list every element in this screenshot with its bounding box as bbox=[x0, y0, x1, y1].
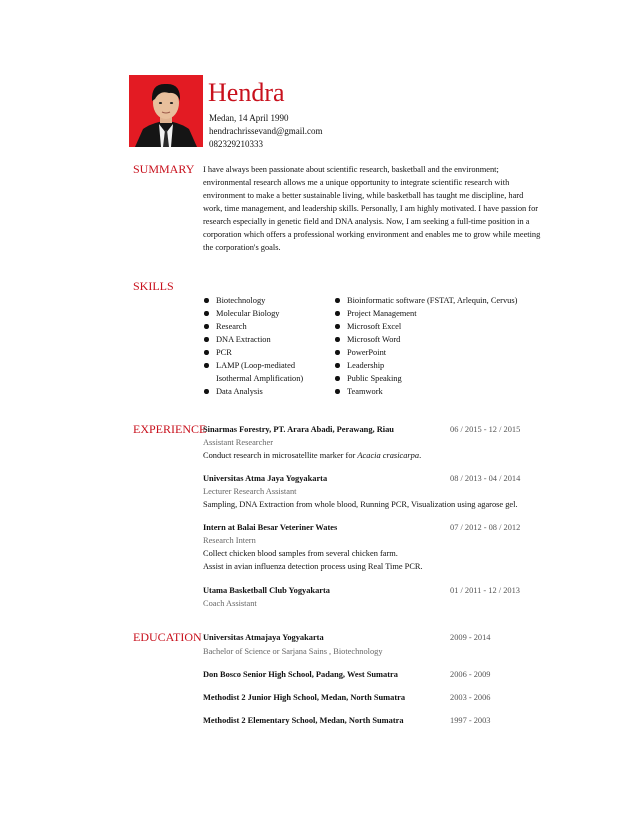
skill-item: PowerPoint bbox=[334, 346, 517, 359]
email-text: hendrachrissevand@gmail.com bbox=[209, 126, 323, 136]
bullet-icon bbox=[204, 350, 209, 355]
experience-date: 08 / 2013 - 04 / 2014 bbox=[450, 474, 521, 483]
education-degree: Bachelor of Science or Sarjana Sains , Biotechnology bbox=[203, 647, 383, 656]
experience-date: 07 / 2012 - 08 / 2012 bbox=[450, 523, 521, 532]
experience-org: Sinarmas Forestry, PT. Arara Abadi, Perawang, Riau bbox=[203, 425, 394, 434]
experience-org: Universitas Atma Jaya Yogyakarta bbox=[203, 474, 328, 483]
person-portrait-icon bbox=[129, 75, 203, 147]
education-date: 2003 - 2006 bbox=[450, 693, 491, 702]
education-date: 1997 - 2003 bbox=[450, 716, 491, 725]
skill-item: Biotechnology bbox=[203, 294, 303, 307]
summary-line: the corporation's goals. bbox=[203, 243, 281, 252]
skill-item: DNA Extraction bbox=[203, 333, 303, 346]
experience-description: Conduct research in microsatellite marker for Acacia crasicarpa. bbox=[203, 451, 422, 460]
summary-line: I have always been passionate about scientific research, basketball and the environment; bbox=[203, 165, 499, 174]
bullet-icon bbox=[204, 389, 209, 394]
experience-role: Lecturer Research Assistant bbox=[203, 487, 297, 496]
education-org: Don Bosco Senior High School, Padang, West Sumatra bbox=[203, 670, 398, 679]
experience-role: Coach Assistant bbox=[203, 599, 257, 608]
summary-line: environmental research allows me a unique opportunity to integrate scientific research with bbox=[203, 178, 510, 187]
phone-text: 082329210333 bbox=[209, 139, 263, 149]
skill-item: Teamwork bbox=[334, 385, 517, 398]
bullet-icon bbox=[335, 324, 340, 329]
profile-photo bbox=[129, 75, 203, 147]
bullet-icon bbox=[335, 311, 340, 316]
summary-line: corporation which offers a professional working environment and enables me to grow while meeting bbox=[203, 230, 541, 239]
skills-heading: SKILLS bbox=[133, 279, 174, 293]
education-org: Universitas Atmajaya Yogyakarta bbox=[203, 633, 324, 642]
summary-line: research especially in genetic field and DNA analysis. Now, I am seeking a full-time position in a bbox=[203, 217, 530, 226]
skill-item: Leadership bbox=[334, 359, 517, 372]
candidate-name: Hendra bbox=[208, 78, 285, 107]
experience-date: 06 / 2015 - 12 / 2015 bbox=[450, 425, 521, 434]
summary-line: work, time management, and leadership skills. Personally, I am highly motivated. I have passion for bbox=[203, 204, 539, 213]
bullet-icon bbox=[335, 389, 340, 394]
skill-item: LAMP (Loop-mediated Isothermal Amplification) bbox=[203, 359, 303, 385]
birth-info: Medan, 14 April 1990 bbox=[209, 113, 289, 123]
experience-heading: EXPERIENCE bbox=[133, 422, 207, 436]
bullet-icon bbox=[335, 298, 340, 303]
skill-item: Molecular Biology bbox=[203, 307, 303, 320]
bullet-icon bbox=[204, 298, 209, 303]
bullet-icon bbox=[335, 350, 340, 355]
skill-item: Data Analysis bbox=[203, 385, 303, 398]
experience-org: Utama Basketball Club Yogyakarta bbox=[203, 586, 330, 595]
skill-item: Microsoft Word bbox=[334, 333, 517, 346]
skills-list-right bbox=[334, 294, 517, 398]
summary-paragraph bbox=[203, 163, 543, 254]
skill-item: Research bbox=[203, 320, 303, 333]
bullet-icon bbox=[335, 337, 340, 342]
education-org: Methodist 2 Junior High School, Medan, North Sumatra bbox=[203, 693, 406, 702]
skill-item: PCR bbox=[203, 346, 303, 359]
experience-description: Sampling, DNA Extraction from whole blood, Running PCR, Visualization using agarose gel. bbox=[203, 500, 518, 509]
education-date: 2006 - 2009 bbox=[450, 670, 491, 679]
summary-line: environment to make a better sustainable living, while basketball has taught me discipline, hard bbox=[203, 191, 524, 200]
experience-org: Intern at Balai Besar Veteriner Wates bbox=[203, 523, 338, 532]
education-date: 2009 - 2014 bbox=[450, 633, 491, 642]
experience-role: Assistant Researcher bbox=[203, 438, 274, 447]
bullet-icon bbox=[204, 337, 209, 342]
bullet-icon bbox=[204, 311, 209, 316]
skill-item: Public Speaking bbox=[334, 372, 517, 385]
education-heading: EDUCATION bbox=[133, 630, 202, 644]
skill-item: Microsoft Excel bbox=[334, 320, 517, 333]
bullet-icon bbox=[335, 376, 340, 381]
education-org: Methodist 2 Elementary School, Medan, North Sumatra bbox=[203, 716, 404, 725]
skill-item: Bioinformatic software (FSTAT, Arlequin, Cervus) bbox=[334, 294, 517, 307]
bullet-icon bbox=[204, 324, 209, 329]
summary-heading: SUMMARY bbox=[133, 162, 195, 176]
bullet-icon bbox=[204, 363, 209, 368]
bullet-icon bbox=[335, 363, 340, 368]
skills-list-left bbox=[203, 294, 303, 398]
skill-item: Project Management bbox=[334, 307, 517, 320]
experience-description: Assist in avian influenza detection process using Real Time PCR. bbox=[203, 562, 423, 571]
experience-description: Collect chicken blood samples from several chicken farm. bbox=[203, 549, 398, 558]
experience-date: 01 / 2011 - 12 / 2013 bbox=[450, 586, 520, 595]
experience-role: Research Intern bbox=[203, 536, 256, 545]
